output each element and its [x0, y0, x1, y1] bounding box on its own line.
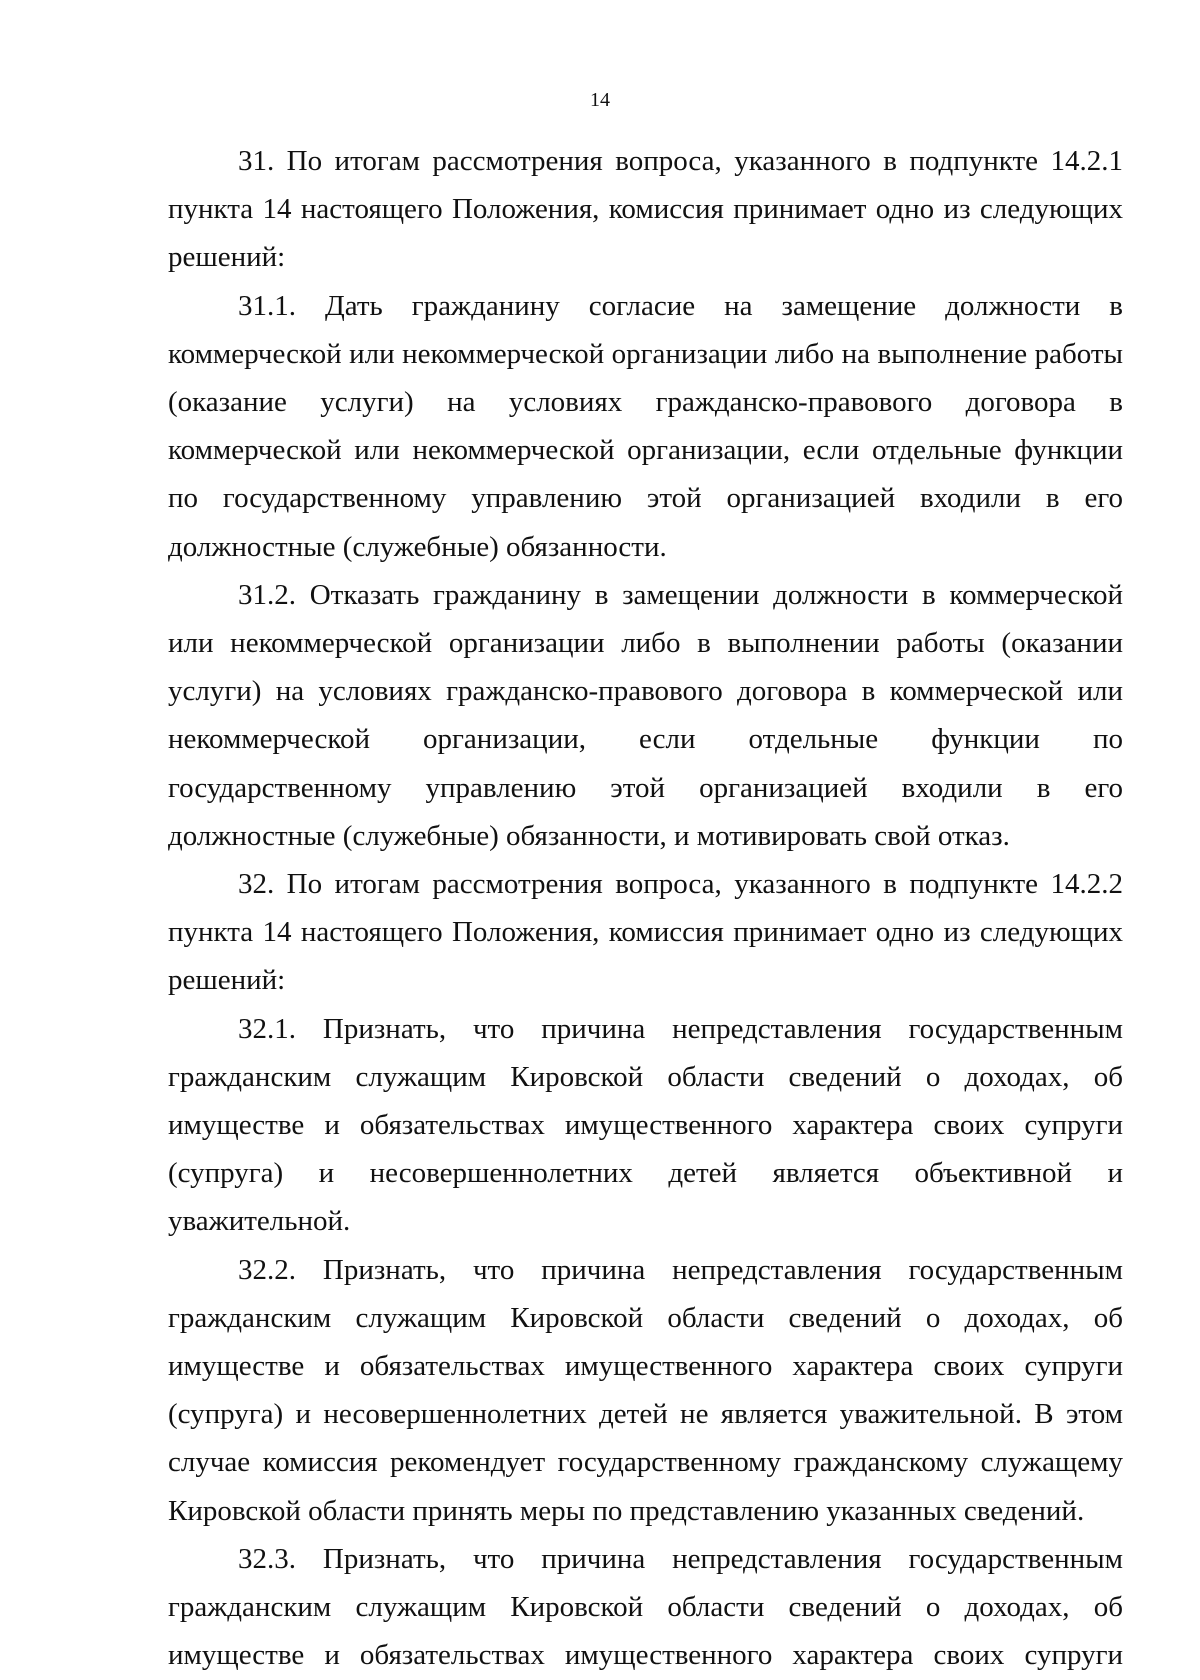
paragraph-32: 32. По итогам рассмотрения вопроса, указанного в подпункте 14.2.2 пункта 14 настоящего Положения, комиссия принимает одно из следующих решений:	[168, 868, 1123, 997]
paragraph-32-2: 32.2. Признать, что причина непредставления государственным гражданским служащим Кировской области сведений о доходах, об имуществе и обязательствах имущественного характера своих супруги (супруга) и несовершеннолетних детей не является уважительной. В этом случае комиссия рекомендует государственному гражданскому служащему Кировской области принять меры по представлению указанных сведений.	[168, 1253, 1123, 1527]
paragraph-31-2: 31.2. Отказать гражданину в замещении должности в коммерческой или некоммерческой организации либо в выполнении работы (оказании услуги) на условиях гражданско-правового договора в коммерческой или некоммерческой организации, если отдельные функции по государственному управлению этой организацией входили в его должностные (служебные) обязанности, и мотивировать свой отказ.	[168, 578, 1123, 852]
paragraph-32-1: 32.1. Признать, что причина непредставления государственным гражданским служащим Кировской области сведений о доходах, об имуществе и обязательствах имущественного характера своих супруги (супруга) и несовершеннолетних детей является объективной и уважительной.	[168, 1012, 1123, 1238]
paragraph-31: 31. По итогам рассмотрения вопроса, указанного в подпункте 14.2.1 пункта 14 настоящего Положения, комиссия принимает одно из следующих решений:	[168, 145, 1123, 274]
page-number: 14	[590, 89, 610, 111]
paragraph-31-1: 31.1. Дать гражданину согласие на замещение должности в коммерческой или некоммерческой организации либо на выполнение работы (оказание услуги) на условиях гражданско-правового договора в коммерческой или некоммерческой организации, если отдельные функции по государственному управлению этой организацией входили в его должностные (служебные) обязанности.	[168, 289, 1123, 563]
paragraph-32-3: 32.3. Признать, что причина непредставления государственным гражданским служащим Кировской области сведений о доходах, об имуществе и обязательствах имущественного характера своих супруги	[168, 1542, 1123, 1672]
document-body	[168, 137, 1123, 1680]
